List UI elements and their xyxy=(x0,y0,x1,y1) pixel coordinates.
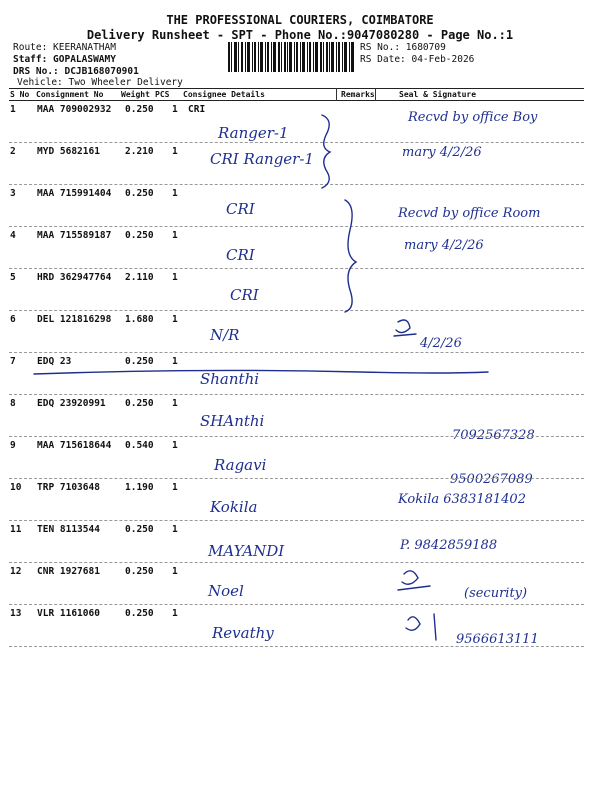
row-handwritten-name: Shanthi xyxy=(200,370,260,388)
row-consignment-no: TEN 8113544 xyxy=(37,524,100,535)
row-handwritten-name: CRI xyxy=(226,246,255,264)
row-handwritten-signature: 7092567328 xyxy=(452,428,535,443)
row-sno: 3 xyxy=(10,188,16,199)
row-pcs: 1 xyxy=(172,146,178,157)
row-handwritten-name: CRI xyxy=(226,200,255,218)
row-sno: 2 xyxy=(10,146,16,157)
row-sno: 8 xyxy=(10,398,16,409)
route-label: Route: KEERANATHAM xyxy=(13,42,116,53)
row-consignment-no: MAA 715991404 xyxy=(37,188,112,199)
row-weight: 2.210 xyxy=(125,146,154,157)
row-weight: 2.110 xyxy=(125,272,154,283)
row-sno: 12 xyxy=(10,566,22,577)
row-weight: 1.190 xyxy=(125,482,154,493)
row-handwritten-signature: Recvd by office Boy xyxy=(408,110,538,125)
row-pcs: 1 xyxy=(172,356,178,367)
row-sno: 10 xyxy=(10,482,22,493)
row-consignee-details: CRI xyxy=(188,104,206,115)
runsheet-subtitle: Delivery Runsheet - SPT - Phone No.:9047080280 - Page No.:1 xyxy=(86,28,514,42)
rs-date: RS Date: 04-Feb-2026 xyxy=(360,54,475,65)
row-pcs: 1 xyxy=(172,272,178,283)
row-handwritten-signature: 9500267089 xyxy=(450,472,533,487)
row-weight: 0.540 xyxy=(125,440,154,451)
row-pcs: 1 xyxy=(172,440,178,451)
row-handwritten-name: Noel xyxy=(208,582,244,600)
row-consignment-no: EDQ 23 xyxy=(37,356,72,367)
row-pcs: 1 xyxy=(172,188,178,199)
row-pcs: 1 xyxy=(172,398,178,409)
row-handwritten-signature: 4/2/26 xyxy=(420,336,462,351)
company-title: THE PROFESSIONAL COURIERS, COIMBATORE xyxy=(166,13,434,27)
row-sno: 1 xyxy=(10,104,16,115)
row-handwritten-signature: mary 4/2/26 xyxy=(404,238,484,253)
col-sno: S No xyxy=(10,90,30,99)
row-weight: 0.250 xyxy=(125,566,154,577)
row-weight: 0.250 xyxy=(125,608,154,619)
row-consignment-no: TRP 7103648 xyxy=(37,482,100,493)
row-pcs: 1 xyxy=(172,524,178,535)
row-consignment-no: MAA 715618644 xyxy=(37,440,112,451)
col-remarks: Remarks xyxy=(341,90,375,99)
row-handwritten-signature: (security) xyxy=(464,586,528,601)
row-sno: 4 xyxy=(10,230,16,241)
row-consignment-no: CNR 1927681 xyxy=(37,566,100,577)
row-consignment-no: MAA 715589187 xyxy=(37,230,112,241)
row-consignment-no: DEL 121816298 xyxy=(37,314,112,325)
row-handwritten-signature: P. 9842859188 xyxy=(400,538,498,553)
row-consignment-no: MYD 5682161 xyxy=(37,146,100,157)
row-handwritten-name: SHAnthi xyxy=(200,412,265,430)
row-weight: 0.250 xyxy=(125,524,154,535)
row-sno: 7 xyxy=(10,356,16,367)
row-weight: 0.250 xyxy=(125,230,154,241)
rs-number: RS No.: 1680709 xyxy=(360,42,446,53)
row-sno: 5 xyxy=(10,272,16,283)
row-consignment-no: EDQ 23920991 xyxy=(37,398,106,409)
row-sno: 11 xyxy=(10,524,22,535)
vehicle-label: Vehicle: Two Wheeler Delivery xyxy=(17,77,183,88)
row-handwritten-name: Kokila xyxy=(210,498,258,516)
row-handwritten-signature: 9566613111 xyxy=(456,632,539,647)
row-consignment-no: HRD 362947764 xyxy=(37,272,112,283)
drs-number: DRS No.: DCJB168070901 xyxy=(13,66,139,77)
col-weight: Weight xyxy=(121,90,150,99)
row-pcs: 1 xyxy=(172,230,178,241)
col-signature: Seal & Signature xyxy=(399,90,477,99)
row-pcs: 1 xyxy=(172,566,178,577)
row-weight: 0.250 xyxy=(125,356,154,367)
row-handwritten-signature: mary 4/2/26 xyxy=(402,145,482,160)
col-consignment: Consignment No xyxy=(36,90,104,99)
row-handwritten-name: Ranger-1 xyxy=(218,124,289,142)
row-handwritten-name: Ragavi xyxy=(214,456,267,474)
row-pcs: 1 xyxy=(172,482,178,493)
row-consignment-no: MAA 709002932 xyxy=(37,104,112,115)
row-sno: 13 xyxy=(10,608,22,619)
row-handwritten-name: CRI xyxy=(230,286,259,304)
row-consignment-no: VLR 1161060 xyxy=(37,608,100,619)
row-handwritten-signature: Recvd by office Room xyxy=(398,206,541,221)
row-weight: 0.250 xyxy=(125,188,154,199)
row-weight: 0.250 xyxy=(125,398,154,409)
row-pcs: 1 xyxy=(172,314,178,325)
row-weight: 1.680 xyxy=(125,314,154,325)
col-details: Consignee Details xyxy=(183,90,265,99)
row-handwritten-signature: Kokila 6383181402 xyxy=(398,492,526,507)
col-pcs: PCS xyxy=(155,90,170,99)
row-handwritten-name: CRI Ranger-1 xyxy=(210,150,314,168)
row-sno: 9 xyxy=(10,440,16,451)
row-handwritten-name: N/R xyxy=(210,326,240,344)
row-sno: 6 xyxy=(10,314,16,325)
row-handwritten-name: Revathy xyxy=(212,624,274,642)
row-pcs: 1 xyxy=(172,104,178,115)
row-weight: 0.250 xyxy=(125,104,154,115)
row-handwritten-name: MAYANDI xyxy=(208,542,285,560)
row-pcs: 1 xyxy=(172,608,178,619)
staff-label: Staff: GOPALASWAMY xyxy=(13,54,116,65)
